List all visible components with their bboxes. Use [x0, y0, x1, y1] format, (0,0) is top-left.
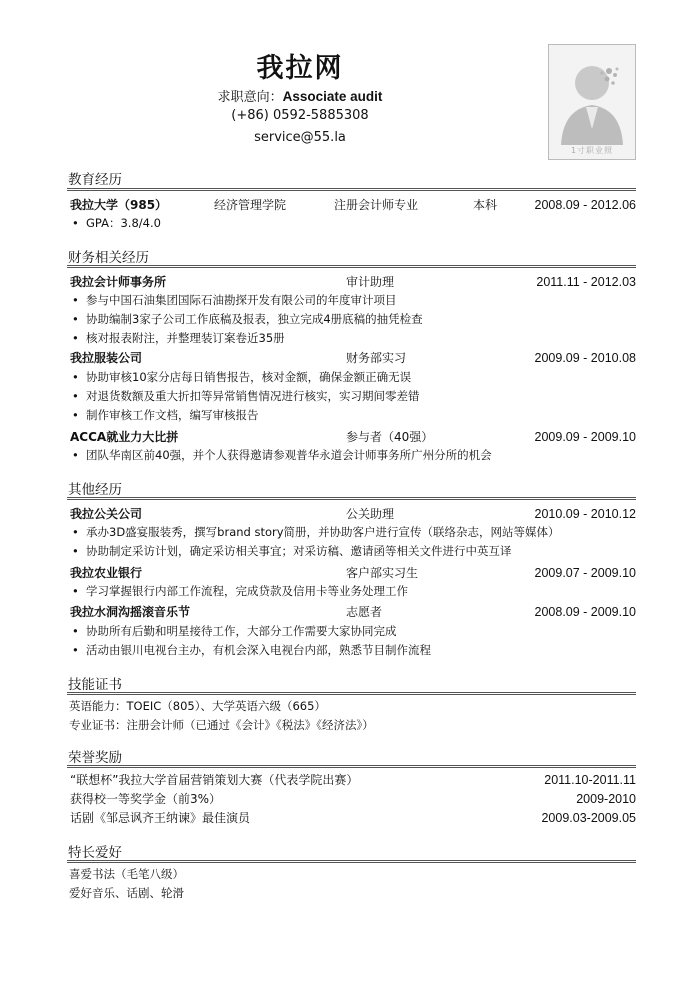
- objective-value: Associate audit: [282, 89, 383, 104]
- experience-row: [68, 603, 636, 621]
- section-divider: [67, 860, 636, 863]
- bullet-text: 团队华南区前40强，并个人获得邀请参观普华永道会计师事务所广州分所的机会: [86, 448, 492, 462]
- person-silhouette-icon: [549, 45, 635, 159]
- experience-date: 2009.09 - 2009.10: [534, 430, 636, 444]
- photo-placeholder: [548, 44, 636, 160]
- bullet-icon: •: [72, 389, 79, 403]
- bullet-text: GPA：3.8/4.0: [86, 216, 161, 230]
- bullet-icon: •: [72, 624, 79, 638]
- skill-line: 英语能力：TOEIC（805）、大学英语六级（665）: [69, 699, 326, 713]
- bullet-icon: •: [72, 331, 79, 345]
- bullet-text: 协助编制3家子公司工作底稿及报表，独立完成4册底稿的抽凭检查: [86, 312, 423, 326]
- experience-date: 2008.09 - 2009.10: [534, 605, 636, 619]
- honor-date: 2009-2010: [576, 792, 636, 806]
- section-divider: [67, 265, 636, 268]
- section-title-education: 教育经历: [68, 172, 122, 188]
- school-name: 我拉大学（985）: [70, 198, 168, 212]
- bullet-icon: •: [72, 293, 79, 307]
- honor-text: 话剧《邹忌讽齐王纳谏》最佳演员: [70, 811, 251, 825]
- major-name: 注册会计师专业: [334, 198, 419, 212]
- job-objective: [0, 86, 600, 105]
- bullet-icon: •: [72, 448, 79, 462]
- bullet-icon: •: [72, 216, 79, 230]
- org-name: 我拉公关公司: [70, 507, 143, 521]
- experience-row: [68, 564, 636, 582]
- honor-text: 获得校一等奖学金（前3%）: [70, 792, 222, 806]
- education-row: [68, 196, 636, 214]
- role-name: 参与者（40强）: [346, 430, 434, 444]
- bullet-text: 协助审核10家分店每日销售报告，核对金额，确保金额正确无误: [86, 370, 412, 384]
- bullet-icon: •: [72, 408, 79, 422]
- honor-text: “联想杯”我拉大学首届营销策划大赛（代表学院出赛）: [70, 773, 359, 787]
- section-title-skills: 技能证书: [68, 677, 122, 693]
- bullet-text: 对退货数额及重大折扣等异常销售情况进行核实，实习期间零差错: [86, 389, 420, 403]
- bullet-text: 协助所有后勤和明星接待工作，大部分工作需要大家协同完成: [86, 624, 397, 638]
- org-name: 我拉会计师事务所: [70, 275, 167, 289]
- experience-row: [68, 428, 636, 446]
- bullet-icon: •: [72, 525, 79, 539]
- experience-row: [68, 505, 636, 523]
- section-divider: [67, 765, 636, 768]
- bullet-icon: •: [72, 544, 79, 558]
- phone-number: (+86) 0592-5885308: [231, 108, 369, 123]
- hobby-line: 喜爱书法（毛笔八级）: [69, 867, 184, 881]
- role-name: 客户部实习生: [346, 566, 419, 580]
- experience-date: 2011.11 - 2012.03: [536, 275, 636, 289]
- role-name: 审计助理: [346, 275, 395, 289]
- bullet-icon: •: [72, 312, 79, 326]
- bullet-text: 承办3D盛宴服装秀，撰写brand story简册，并协助客户进行宣传（联络杂志，网站等媒体）: [86, 525, 560, 539]
- bullet-icon: •: [72, 643, 79, 657]
- section-title-honors: 荣誉奖励: [68, 750, 122, 766]
- degree: 本科: [473, 198, 498, 212]
- section-divider: [67, 188, 636, 191]
- hobby-line: 爱好音乐、话剧、轮滑: [69, 886, 184, 900]
- role-name: 志愿者: [346, 605, 383, 619]
- bullet-text: 参与中国石油集团国际石油勘探开发有限公司的年度审计项目: [86, 293, 397, 307]
- experience-row: [68, 349, 636, 367]
- bullet-icon: •: [72, 370, 79, 384]
- honor-date: 2009.03-2009.05: [541, 811, 636, 825]
- honor-row: [68, 790, 636, 808]
- section-divider: [67, 497, 636, 500]
- bullet-text: 学习掌握银行内部工作流程，完成贷款及信用卡等业务处理工作: [86, 584, 408, 598]
- bullet-icon: •: [72, 584, 79, 598]
- section-divider: [67, 692, 636, 695]
- experience-row: [68, 273, 636, 291]
- bullet-text: 核对报表附注，并整理装订案卷近35册: [86, 331, 285, 345]
- bullet-text: 活动由银川电视台主办，有机会深入电视台内部，熟悉节目制作流程: [86, 643, 431, 657]
- section-title-finance: 财务相关经历: [68, 250, 149, 266]
- honor-row: [68, 771, 636, 789]
- experience-date: 2009.07 - 2009.10: [534, 566, 636, 580]
- college-name: 经济管理学院: [214, 198, 287, 212]
- skill-line: 专业证书：注册会计师（已通过《会计》《税法》《经济法》）: [69, 718, 374, 732]
- honor-row: [68, 809, 636, 827]
- role-name: 财务部实习: [346, 351, 407, 365]
- experience-date: 2009.09 - 2010.08: [534, 351, 636, 365]
- honor-date: 2011.10-2011.11: [544, 773, 636, 787]
- education-date: 2008.09 - 2012.06: [534, 198, 636, 212]
- candidate-name: 我拉网: [256, 53, 344, 84]
- section-title-hobbies: 特长爱好: [68, 845, 122, 861]
- org-name: 我拉水洞沟摇滚音乐节: [70, 605, 191, 619]
- photo-caption: 1寸职业照: [570, 146, 614, 155]
- role-name: 公关助理: [346, 507, 395, 521]
- bullet-text: 协助制定采访计划，确定采访相关事宜；对采访稿、邀请函等相关文件进行中英互译: [86, 544, 512, 558]
- section-title-other: 其他经历: [68, 482, 122, 498]
- objective-label: 求职意向：: [217, 90, 283, 105]
- org-name: 我拉服装公司: [70, 351, 143, 365]
- org-name: 我拉农业银行: [70, 566, 143, 580]
- bullet-text: 制作审核工作文档，编写审核报告: [86, 408, 259, 422]
- experience-date: 2010.09 - 2010.12: [534, 507, 636, 521]
- email-address: service@55.la: [254, 130, 346, 145]
- org-name: ACCA就业力大比拼: [70, 430, 179, 444]
